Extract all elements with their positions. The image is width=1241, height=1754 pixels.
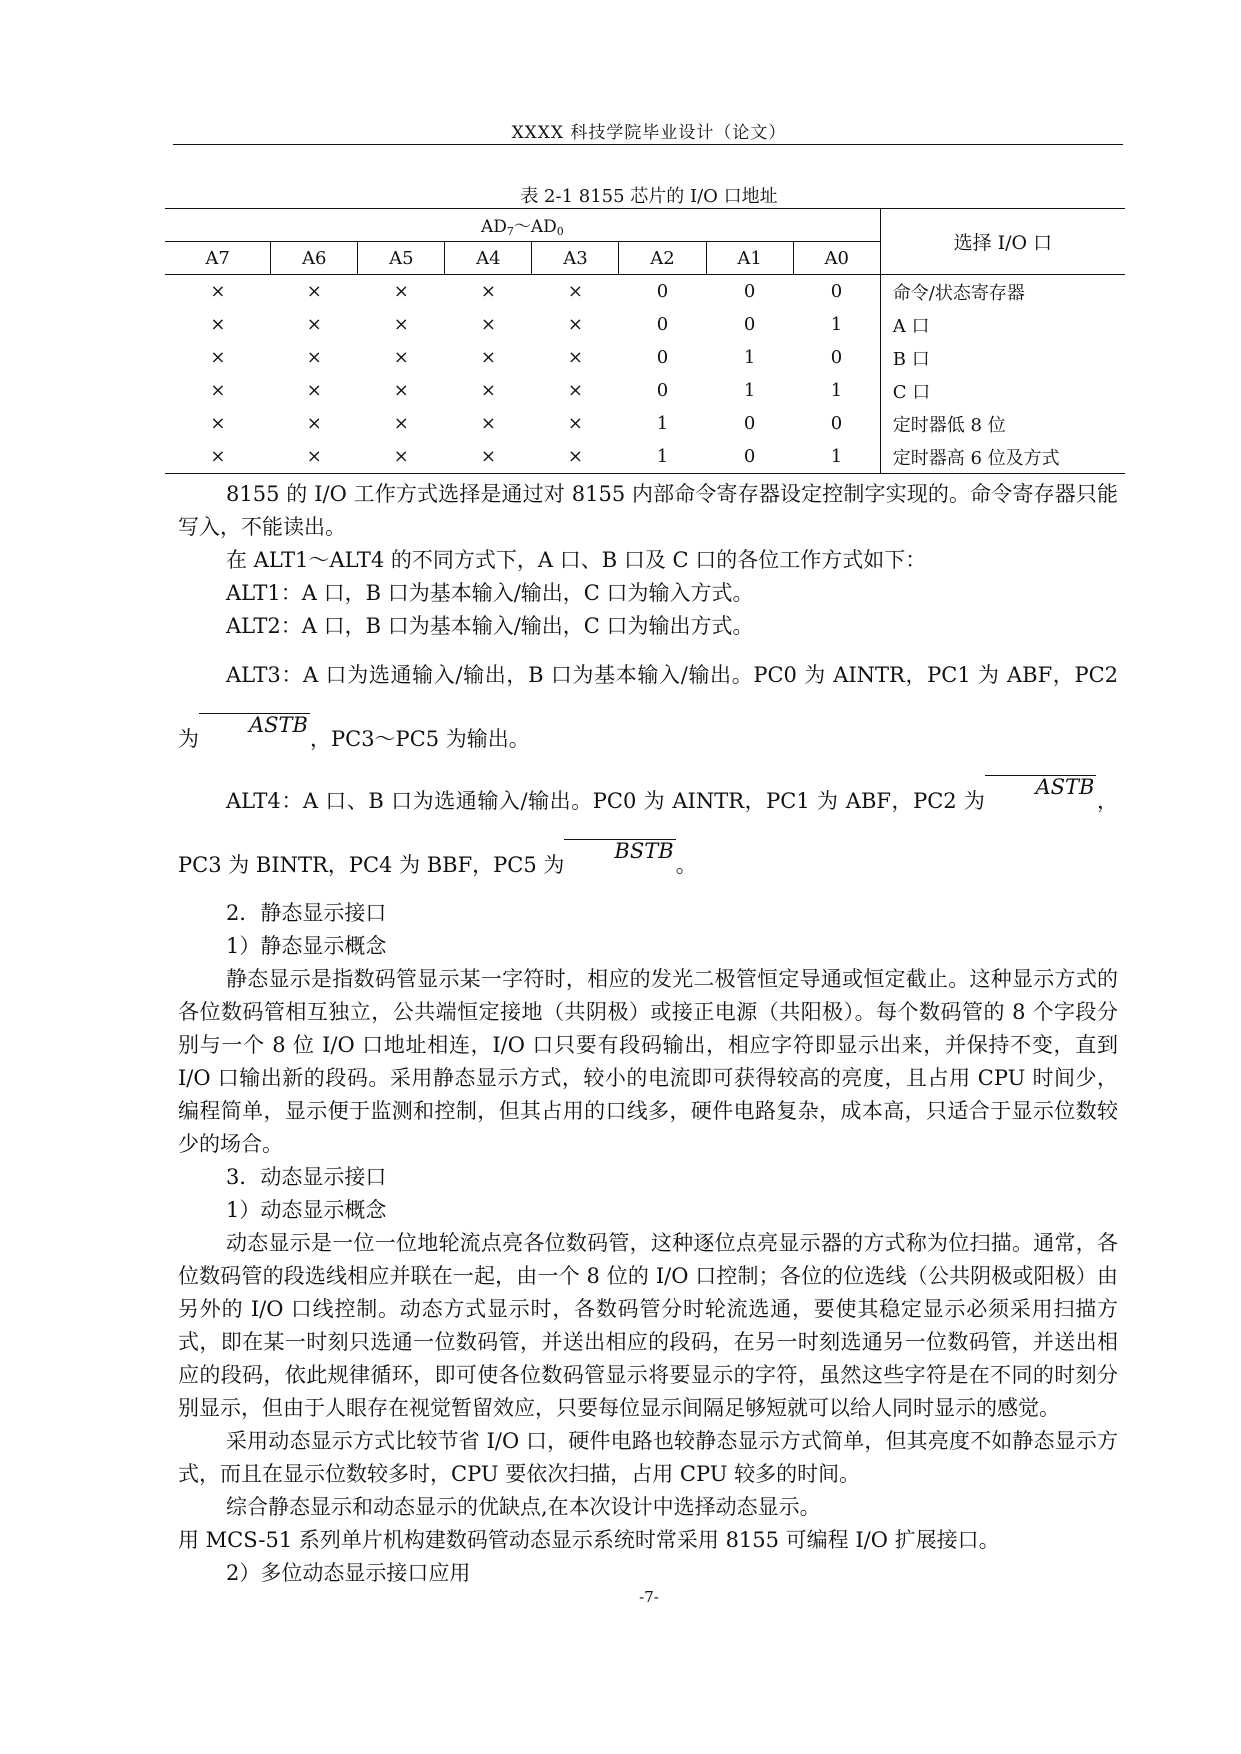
table-cell: × (393, 347, 409, 368)
select-header: 选择 I/O 口 (880, 209, 1125, 275)
table-cell: × (210, 281, 226, 302)
select-cell: C 口 (880, 374, 1125, 407)
table-cell: × (567, 281, 583, 302)
table-cell: × (358, 440, 445, 474)
column-header: A3 (532, 242, 619, 275)
subsection-heading: 1）动态显示概念 (226, 1198, 387, 1222)
table-cell: × (306, 413, 322, 434)
table-cell: 0 (656, 347, 669, 368)
table-cell: × (480, 281, 496, 302)
select-cell: B 口 (880, 341, 1125, 374)
select-cell: 定时器低 8 位 (880, 407, 1125, 440)
astb-overbar-symbol: ASTB (985, 775, 1096, 798)
select-cell: 命令/状态寄存器 (880, 275, 1125, 309)
table-row (165, 407, 1125, 440)
io-address-table (165, 208, 1125, 474)
paragraph: 在 ALT1～ALT4 的不同方式下，A 口、B 口及 C 口的各位工作方式如下： (226, 548, 927, 572)
table-cell: 0 (830, 413, 843, 434)
column-header: A5 (358, 242, 445, 275)
table-cell: × (165, 440, 271, 474)
table-cell: × (480, 314, 496, 335)
paragraph: 用 MCS-51 系列单片机构建数码管动态显示系统时常采用 8155 可编程 I/O 扩展接口。 (178, 1528, 1000, 1552)
column-header: A2 (619, 242, 706, 275)
table-cell: × (567, 347, 583, 368)
table-cell: × (393, 380, 409, 401)
table-cell: × (210, 314, 226, 335)
header-rule (173, 144, 1123, 145)
table-cell: 0 (656, 380, 669, 401)
table-cell: × (532, 440, 619, 474)
table-row (165, 341, 1125, 374)
select-cell: 定时器高 6 位及方式 (880, 440, 1125, 474)
page-header-title: XXXX 科技学院毕业设计（论文） (511, 123, 787, 143)
column-header: A6 (271, 242, 358, 275)
table-cell: × (306, 380, 322, 401)
table-cell: 1 (656, 413, 669, 434)
table-cell: 0 (706, 440, 793, 474)
paragraph: 8155 的 I/O 工作方式选择是通过对 8155 内部命令寄存器设定控制字实现的。命令寄存器只能写入，不能读出。 (178, 482, 1118, 539)
column-header: A1 (706, 242, 793, 275)
table-cell: × (210, 347, 226, 368)
table-cell: × (480, 380, 496, 401)
table-cell: × (393, 281, 409, 302)
table-cell: 1 (793, 440, 880, 474)
subsection-heading: 1）静态显示概念 (226, 934, 387, 958)
table-cell: × (567, 413, 583, 434)
table-cell: × (480, 413, 496, 434)
table-cell: × (306, 314, 322, 335)
table-cell: 1 (830, 314, 843, 335)
table-row (165, 275, 1125, 309)
table-cell: × (210, 413, 226, 434)
table-row (165, 374, 1125, 407)
table-cell: × (567, 380, 583, 401)
table-cell: 0 (656, 281, 669, 302)
table-cell: 0 (830, 281, 843, 302)
column-header: A7 (165, 242, 271, 275)
table-cell: 1 (619, 440, 706, 474)
table-row (165, 308, 1125, 341)
table-cell: 0 (743, 314, 756, 335)
table-cell: 0 (830, 347, 843, 368)
table-cell: × (271, 440, 358, 474)
paragraph: 静态显示是指数码管显示某一字符时，相应的发光二极管恒定导通或恒定截止。这种显示方式的各位数码管相互独立，公共端恒定接地（共阴极）或接正电源（共阳极）。每个数码管的 8 个字段分别与一个 8 位 I/O 口地址相连，I/O 口只要有段码输出，相应字符即显示出来，并保持不变，直到 I/O 口输出新的段码。采用静态显示方式，较小的电流即可获得较高的亮度，且占用 CPU 时间少，编程简单，显示便于监测和控制，但其占用的口线多，硬件电路复杂，成本高，只适合于显示位数较少的场合。 (178, 967, 1118, 1156)
table-caption: 表 2-1 8155 芯片的 I/O 口地址 (520, 186, 778, 207)
body-text (178, 478, 1118, 1590)
bstb-overbar-symbol: BSTB (564, 839, 675, 862)
table-cell: 1 (743, 347, 756, 368)
paragraph-alt3: ALT3：A 口为选通输入/输出，B 口为基本输入/输出。PC0 为 AINTR，PC1 为 ABF，PC2 为ASTB，PC3～PC5 为输出。 (178, 663, 1118, 751)
section-heading: 3．动态显示接口 (226, 1165, 387, 1189)
table-cell: × (306, 281, 322, 302)
table-cell: × (567, 314, 583, 335)
table-cell: 1 (830, 380, 843, 401)
page-number: -7- (639, 1588, 659, 1606)
table-cell: × (393, 413, 409, 434)
table-cell: 0 (743, 413, 756, 434)
table-cell: 1 (743, 380, 756, 401)
table-cell: 0 (743, 281, 756, 302)
select-cell: A 口 (880, 308, 1125, 341)
table-cell: × (210, 380, 226, 401)
table-row (165, 440, 1125, 474)
astb-overbar-symbol: ASTB (199, 713, 310, 736)
table-cell: × (480, 347, 496, 368)
paragraph: 动态显示是一位一位地轮流点亮各位数码管，这种逐位点亮显示器的方式称为位扫描。通常，各位数码管的段选线相应并联在一起，由一个 8 位的 I/O 口控制；各位的位选线（公共阴极或阳极）由另外的 I/O 口线控制。动态方式显示时，各数码管分时轮流选通，要使其稳定显示必须采用扫描方式，即在某一时刻只选通一位数码管，并送出相应的段码，在另一时刻选通另一位数码管，并送出相应的段码，依此规律循环，即可使各位数码管显示将要显示的字符，虽然这些字符是在不同的时刻分别显示，但由于人眼存在视觉暂留效应，只要每位显示间隔足够短就可以给人同时显示的感觉。 (178, 1231, 1118, 1420)
table-cell: × (393, 314, 409, 335)
paragraph: 采用动态显示方式比较节省 I/O 口，硬件电路也较静态显示方式简单，但其亮度不如静态显示方式，而且在显示位数较多时，CPU 要依次扫描，占用 CPU 较多的时间。 (178, 1429, 1118, 1486)
column-header: A4 (445, 242, 532, 275)
column-header: A0 (793, 242, 880, 275)
paragraph-alt4: ALT4：A 口、B 口为选通输入/输出。PC0 为 AINTR，PC1 为 ABF，PC2 为ASTB，PC3 为 BINTR，PC4 为 BBF，PC5 为BSTB。 (178, 775, 1119, 877)
section-heading: 2．静态显示接口 (226, 901, 387, 925)
ad-group-header: $AD_7\sim AD_0$ (165, 209, 880, 242)
table-cell: × (445, 440, 532, 474)
table-cell: × (306, 347, 322, 368)
paragraph: ALT1：A 口，B 口为基本输入/输出，C 口为输入方式。 (226, 581, 754, 605)
table-cell: 0 (656, 314, 669, 335)
subsection-heading: 2）多位动态显示接口应用 (226, 1561, 471, 1585)
paragraph: 综合静态显示和动态显示的优缺点,在本次设计中选择动态显示。 (226, 1495, 821, 1519)
paragraph: ALT2：A 口，B 口为基本输入/输出，C 口为输出方式。 (226, 614, 754, 638)
